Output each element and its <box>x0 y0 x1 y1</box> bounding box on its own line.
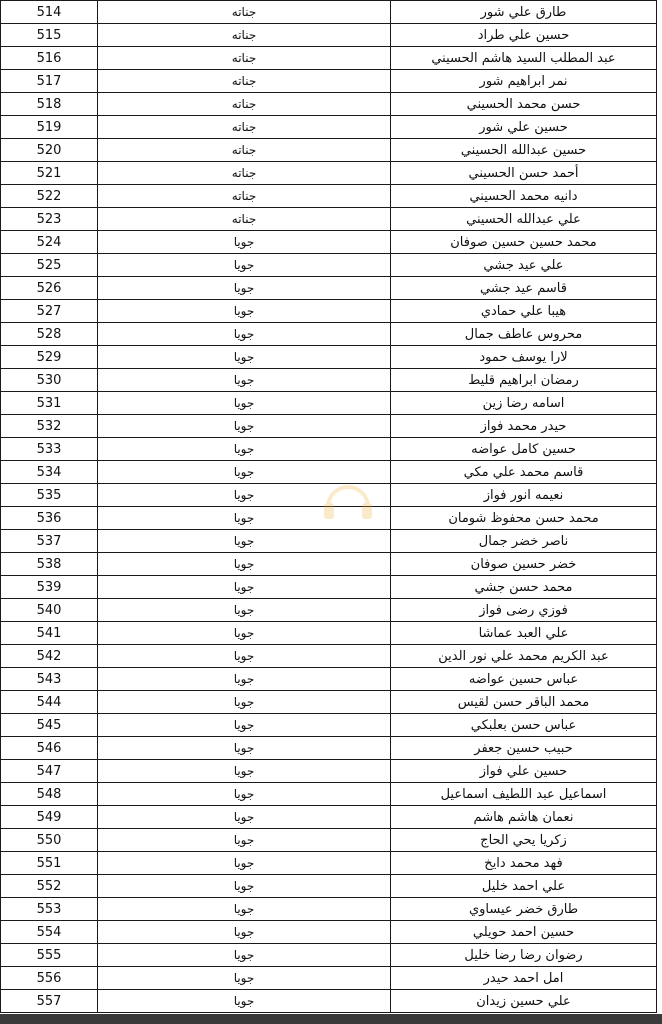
row-name: علي العبد عماشا <box>391 622 657 645</box>
row-name: اسامه رضا زين <box>391 392 657 415</box>
row-name: عباس حسن بعلبكي <box>391 714 657 737</box>
row-village: جويا <box>98 231 391 254</box>
row-name: عبد الكريم محمد علي نور الدين <box>391 645 657 668</box>
row-village: جناته <box>98 116 391 139</box>
row-number: 547 <box>1 760 98 783</box>
row-name: عبد المطلب السيد هاشم الحسيني <box>391 47 657 70</box>
row-number: 531 <box>1 392 98 415</box>
row-village: جويا <box>98 438 391 461</box>
table-row <box>1 806 657 829</box>
table-row <box>1 1 657 24</box>
row-number: 536 <box>1 507 98 530</box>
row-number: 551 <box>1 852 98 875</box>
row-name: أحمد حسن الحسيني <box>391 162 657 185</box>
table-row <box>1 967 657 990</box>
table-row <box>1 852 657 875</box>
row-number: 525 <box>1 254 98 277</box>
table-row <box>1 645 657 668</box>
row-name: محمد الباقر حسن لقيس <box>391 691 657 714</box>
row-number: 532 <box>1 415 98 438</box>
row-number: 542 <box>1 645 98 668</box>
row-name: حسن محمد الحسيني <box>391 93 657 116</box>
row-number: 524 <box>1 231 98 254</box>
row-village: جويا <box>98 484 391 507</box>
table-row <box>1 530 657 553</box>
table-row <box>1 254 657 277</box>
row-number: 541 <box>1 622 98 645</box>
row-number: 528 <box>1 323 98 346</box>
table-row <box>1 990 657 1013</box>
table-row <box>1 668 657 691</box>
row-village: جويا <box>98 875 391 898</box>
row-village: جويا <box>98 921 391 944</box>
table-row <box>1 875 657 898</box>
table-row <box>1 162 657 185</box>
table-row <box>1 93 657 116</box>
table-row <box>1 300 657 323</box>
table-row <box>1 346 657 369</box>
row-village: جناته <box>98 24 391 47</box>
table-row <box>1 783 657 806</box>
row-number: 537 <box>1 530 98 553</box>
row-village: جويا <box>98 346 391 369</box>
row-number: 530 <box>1 369 98 392</box>
row-number: 550 <box>1 829 98 852</box>
table-row <box>1 599 657 622</box>
row-number: 554 <box>1 921 98 944</box>
row-village: جناته <box>98 162 391 185</box>
table-row <box>1 70 657 93</box>
row-name: فوزي رضى فواز <box>391 599 657 622</box>
table-row <box>1 898 657 921</box>
row-village: جناته <box>98 1 391 24</box>
row-name: حبيب حسين جعفر <box>391 737 657 760</box>
table-row <box>1 392 657 415</box>
row-village: جويا <box>98 622 391 645</box>
row-name: طارق علي شور <box>391 1 657 24</box>
row-name: علي احمد خليل <box>391 875 657 898</box>
row-number: 534 <box>1 461 98 484</box>
row-number: 522 <box>1 185 98 208</box>
row-number: 523 <box>1 208 98 231</box>
row-number: 519 <box>1 116 98 139</box>
row-number: 552 <box>1 875 98 898</box>
row-name: محمد حسن جشي <box>391 576 657 599</box>
table-row <box>1 829 657 852</box>
table-row <box>1 760 657 783</box>
row-name: قاسم عيد جشي <box>391 277 657 300</box>
table-row <box>1 944 657 967</box>
row-name: هيبا علي حمادي <box>391 300 657 323</box>
row-village: جويا <box>98 323 391 346</box>
row-number: 557 <box>1 990 98 1013</box>
row-number: 520 <box>1 139 98 162</box>
row-number: 533 <box>1 438 98 461</box>
row-village: جويا <box>98 645 391 668</box>
table-row <box>1 139 657 162</box>
row-village: جويا <box>98 254 391 277</box>
row-name: محمد حسين حسين صوفان <box>391 231 657 254</box>
row-name: حسين احمد حويلي <box>391 921 657 944</box>
row-village: جناته <box>98 208 391 231</box>
row-village: جناته <box>98 139 391 162</box>
row-village: جويا <box>98 691 391 714</box>
row-village: جويا <box>98 369 391 392</box>
row-number: 543 <box>1 668 98 691</box>
row-number: 545 <box>1 714 98 737</box>
row-name: حسين عبدالله الحسيني <box>391 139 657 162</box>
row-village: جويا <box>98 507 391 530</box>
row-name: خضر حسين صوفان <box>391 553 657 576</box>
row-village: جويا <box>98 415 391 438</box>
table-row <box>1 484 657 507</box>
row-village: جويا <box>98 714 391 737</box>
table-row <box>1 24 657 47</box>
row-number: 527 <box>1 300 98 323</box>
row-number: 555 <box>1 944 98 967</box>
row-name: عباس حسين عواضه <box>391 668 657 691</box>
row-number: 549 <box>1 806 98 829</box>
row-number: 540 <box>1 599 98 622</box>
bottom-edge-band <box>0 1014 662 1024</box>
row-village: جويا <box>98 461 391 484</box>
row-name: نعيمه انور فواز <box>391 484 657 507</box>
table-row <box>1 576 657 599</box>
table-row <box>1 553 657 576</box>
row-number: 544 <box>1 691 98 714</box>
row-village: جويا <box>98 392 391 415</box>
table-row <box>1 461 657 484</box>
row-village: جويا <box>98 300 391 323</box>
table-row <box>1 438 657 461</box>
row-name: حسين علي فواز <box>391 760 657 783</box>
row-village: جويا <box>98 829 391 852</box>
row-village: جويا <box>98 599 391 622</box>
row-name: طارق خضر عيساوي <box>391 898 657 921</box>
row-village: جويا <box>98 530 391 553</box>
row-village: جويا <box>98 760 391 783</box>
row-name: دانيه محمد الحسيني <box>391 185 657 208</box>
row-number: 535 <box>1 484 98 507</box>
table-row <box>1 507 657 530</box>
row-village: جويا <box>98 277 391 300</box>
table-row <box>1 369 657 392</box>
row-village: جويا <box>98 737 391 760</box>
row-number: 548 <box>1 783 98 806</box>
row-number: 538 <box>1 553 98 576</box>
row-village: جويا <box>98 576 391 599</box>
table-row <box>1 208 657 231</box>
row-name: قاسم محمد علي مكي <box>391 461 657 484</box>
row-village: جناته <box>98 93 391 116</box>
row-village: جناته <box>98 185 391 208</box>
row-number: 526 <box>1 277 98 300</box>
table-row <box>1 691 657 714</box>
row-village: جويا <box>98 668 391 691</box>
row-name: علي حسين زيدان <box>391 990 657 1013</box>
table-row <box>1 47 657 70</box>
table-row <box>1 323 657 346</box>
row-number: 546 <box>1 737 98 760</box>
row-name: اسماعيل عبد اللطيف اسماعيل <box>391 783 657 806</box>
row-name: نعمان هاشم هاشم <box>391 806 657 829</box>
row-name: حسين علي شور <box>391 116 657 139</box>
row-number: 529 <box>1 346 98 369</box>
row-name: حيدر محمد فواز <box>391 415 657 438</box>
row-name: رمضان ابراهيم قليط <box>391 369 657 392</box>
row-name: لارا يوسف حمود <box>391 346 657 369</box>
row-number: 521 <box>1 162 98 185</box>
table-row <box>1 737 657 760</box>
row-village: جويا <box>98 967 391 990</box>
row-village: جناته <box>98 70 391 93</box>
row-village: جويا <box>98 553 391 576</box>
table-row <box>1 415 657 438</box>
row-name: نمر ابراهيم شور <box>391 70 657 93</box>
row-name: محروس عاطف جمال <box>391 323 657 346</box>
row-number: 514 <box>1 1 98 24</box>
row-name: امل احمد حيدر <box>391 967 657 990</box>
table-row <box>1 622 657 645</box>
row-village: جويا <box>98 990 391 1013</box>
row-number: 539 <box>1 576 98 599</box>
row-number: 516 <box>1 47 98 70</box>
row-village: جويا <box>98 852 391 875</box>
row-village: جويا <box>98 898 391 921</box>
names-table-body <box>1 1 657 1013</box>
table-row <box>1 231 657 254</box>
table-row <box>1 714 657 737</box>
row-number: 517 <box>1 70 98 93</box>
row-name: علي عبدالله الحسيني <box>391 208 657 231</box>
table-row <box>1 185 657 208</box>
row-village: جويا <box>98 783 391 806</box>
table-row <box>1 116 657 139</box>
row-number: 553 <box>1 898 98 921</box>
row-name: ناصر خضر جمال <box>391 530 657 553</box>
row-name: زكريا يحي الحاج <box>391 829 657 852</box>
row-number: 518 <box>1 93 98 116</box>
row-name: فهد محمد دايخ <box>391 852 657 875</box>
table-row <box>1 921 657 944</box>
row-name: حسين كامل عواضه <box>391 438 657 461</box>
row-name: رضوان رضا رضا خليل <box>391 944 657 967</box>
row-number: 556 <box>1 967 98 990</box>
row-village: جويا <box>98 806 391 829</box>
row-name: علي عيد جشي <box>391 254 657 277</box>
row-name: محمد حسن محفوظ شومان <box>391 507 657 530</box>
row-name: حسين علي طراد <box>391 24 657 47</box>
row-village: جناته <box>98 47 391 70</box>
row-village: جويا <box>98 944 391 967</box>
table-row <box>1 277 657 300</box>
row-number: 515 <box>1 24 98 47</box>
